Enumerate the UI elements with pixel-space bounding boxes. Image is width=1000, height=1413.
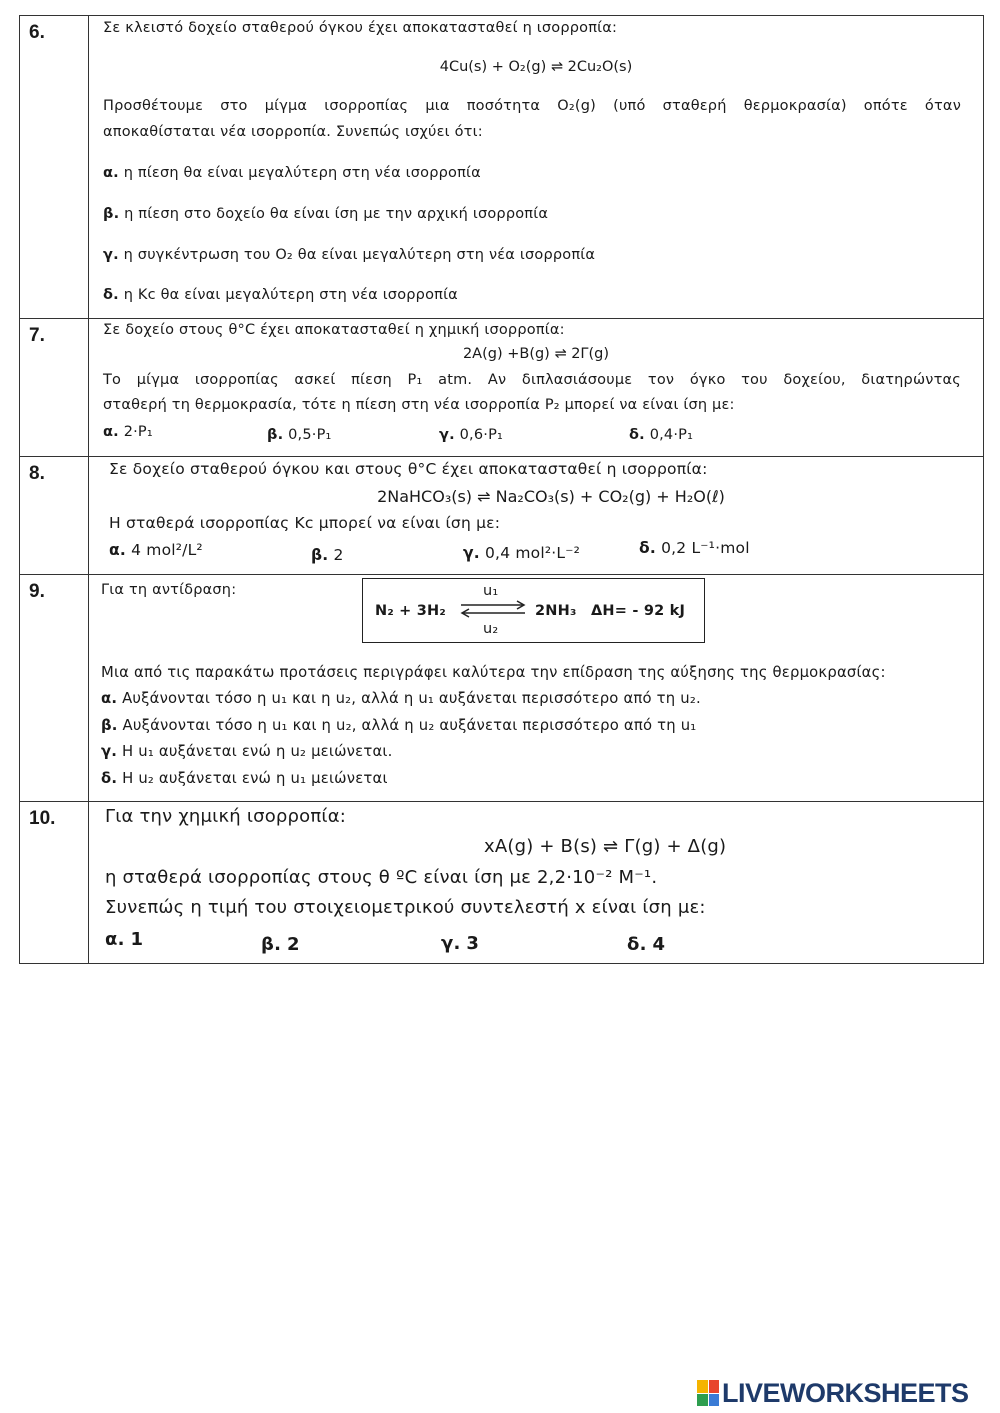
question-number: 7. xyxy=(20,319,89,457)
reaction-reactants: N₂ + 3H₂ xyxy=(375,603,446,619)
equation: 2NaHCO₃(s) ⇌ Na₂CO₃(s) + CO₂(g) + H₂O(ℓ) xyxy=(377,487,725,506)
question-intro: Σε κλειστό δοχείο σταθερού όγκου έχει αποκατασταθεί η ισορροπία: xyxy=(103,20,618,36)
equation: 4Cu(s) + O₂(g) ⇌ 2Cu₂O(s) xyxy=(439,59,633,75)
equilibrium-arrows-icon xyxy=(459,600,527,618)
question-row-7 xyxy=(20,319,984,457)
question-text-line: η σταθερά ισορροπίας στους θ ºC είναι ίση με 2,2·10⁻² M⁻¹. xyxy=(105,867,658,888)
logo-square-3 xyxy=(697,1394,708,1407)
option-b[interactable]: β. 0,5·P₁ xyxy=(267,427,332,443)
reaction-box xyxy=(362,578,705,643)
option-b[interactable]: β. η πίεση στο δοχείο θα είναι ίση με την αρχική ισορροπία xyxy=(103,206,549,222)
reaction-products: 2NH₃ xyxy=(535,603,577,619)
equation: xA(g) + B(s) ⇌ Γ(g) + Δ(g) xyxy=(484,836,727,857)
question-intro: Για την χημική ισορροπία: xyxy=(105,806,347,827)
option-a[interactable]: α. Αυξάνονται τόσο η u₁ και η u₂, αλλά η u₁ αυξάνεται περισσότερο από τη u₂. xyxy=(101,690,701,707)
option-d[interactable]: δ. η Kc θα είναι μεγαλύτερη στη νέα ισορροπία xyxy=(103,287,458,303)
option-c[interactable]: γ. η συγκέντρωση του O₂ θα είναι μεγαλύτερη στη νέα ισορροπία xyxy=(103,247,596,263)
logo-square-4 xyxy=(709,1394,720,1407)
equation: 2A(g) +B(g) ⇌ 2Γ(g) xyxy=(462,346,610,362)
question-text: Μια από τις παρακάτω προτάσεις περιγράφει καλύτερα την επίδραση της αύξησης της θερμοκρασίας: xyxy=(101,664,886,681)
question-body xyxy=(89,575,984,802)
rate-reverse-label: u₂ xyxy=(483,621,499,637)
option-a[interactable]: α. η πίεση θα είναι μεγαλύτερη στη νέα ισορροπία xyxy=(103,165,481,181)
enthalpy-value: ΔH= - 92 kJ xyxy=(591,603,686,619)
liveworksheets-logo-icon xyxy=(697,1380,719,1406)
question-row-8 xyxy=(20,457,984,575)
logo-square-1 xyxy=(697,1380,708,1393)
option-b[interactable]: β. Αυξάνονται τόσο η u₁ και η u₂, αλλά η u₂ αυξάνεται περισσότερο από τη u₁ xyxy=(101,717,697,734)
question-intro: Σε δοχείο σταθερού όγκου και στους θ°C έχει αποκατασταθεί η ισορροπία: xyxy=(109,460,708,478)
option-b[interactable]: β. 2 xyxy=(261,934,300,955)
question-intro: Για τη αντίδραση: xyxy=(101,582,237,598)
question-row-10 xyxy=(20,802,984,964)
liveworksheets-logo[interactable] xyxy=(697,1377,969,1409)
question-number: 9. xyxy=(20,575,89,802)
question-body xyxy=(89,457,984,575)
question-intro: Σε δοχείο στους θ°C έχει αποκατασταθεί η χημική ισορροπία: xyxy=(103,322,565,338)
option-c[interactable]: γ. Η u₁ αυξάνεται ενώ η u₂ μειώνεται. xyxy=(101,743,393,760)
question-text-line: σταθερή τη θερμοκρασία, τότε η πίεση στη νέα ισορροπία P₂ μπορεί να είναι ίση με: xyxy=(103,397,735,413)
question-body xyxy=(89,16,984,319)
option-d[interactable]: δ. 0,2 L⁻¹·mol xyxy=(639,539,750,557)
question-text-line: Συνεπώς η τιμή του στοιχειομετρικού συντελεστή x είναι ίση με: xyxy=(105,897,706,918)
questions-table xyxy=(19,15,984,964)
question-body xyxy=(89,319,984,457)
option-b[interactable]: β. 2 xyxy=(311,546,344,564)
question-row-9 xyxy=(20,575,984,802)
question-body xyxy=(89,802,984,964)
option-d[interactable]: δ. 4 xyxy=(627,934,666,955)
question-row-6 xyxy=(20,16,984,319)
question-text-line: αποκαθίσταται νέα ισορροπία. Συνεπώς ισχύει ότι: xyxy=(103,124,483,140)
question-text-line: Το μίγμα ισορροπίας ασκεί πίεση P₁ atm. Αν διπλασιάσουμε τον όγκο του δοχείου, διατηρώντας xyxy=(103,372,961,388)
option-a[interactable]: α. 1 xyxy=(105,929,144,950)
option-d[interactable]: δ. Η u₂ αυξάνεται ενώ η u₁ μειώνεται xyxy=(101,770,388,787)
question-text: Η σταθερά ισορροπίας Kc μπορεί να είναι ίση με: xyxy=(109,514,501,532)
option-c[interactable]: γ. 0,6·P₁ xyxy=(439,427,504,443)
logo-square-2 xyxy=(709,1380,720,1393)
option-d[interactable]: δ. 0,4·P₁ xyxy=(629,427,694,443)
question-number: 6. xyxy=(20,16,89,319)
question-number: 8. xyxy=(20,457,89,575)
option-c[interactable]: γ. 0,4 mol²·L⁻² xyxy=(463,544,581,562)
question-number: 10. xyxy=(20,802,89,964)
rate-forward-label: u₁ xyxy=(483,583,499,599)
option-a[interactable]: α. 2·P₁ xyxy=(103,424,153,440)
question-text-line: Προσθέτουμε στο μίγμα ισορροπίας μια ποσότητα O₂(g) (υπό σταθερή θερμοκρασία) οπότε όταν xyxy=(103,98,961,114)
logo-text: LIVEWORKSHEETS xyxy=(722,1377,969,1408)
option-a[interactable]: α. 4 mol²/L² xyxy=(109,541,203,559)
option-c[interactable]: γ. 3 xyxy=(441,933,480,954)
